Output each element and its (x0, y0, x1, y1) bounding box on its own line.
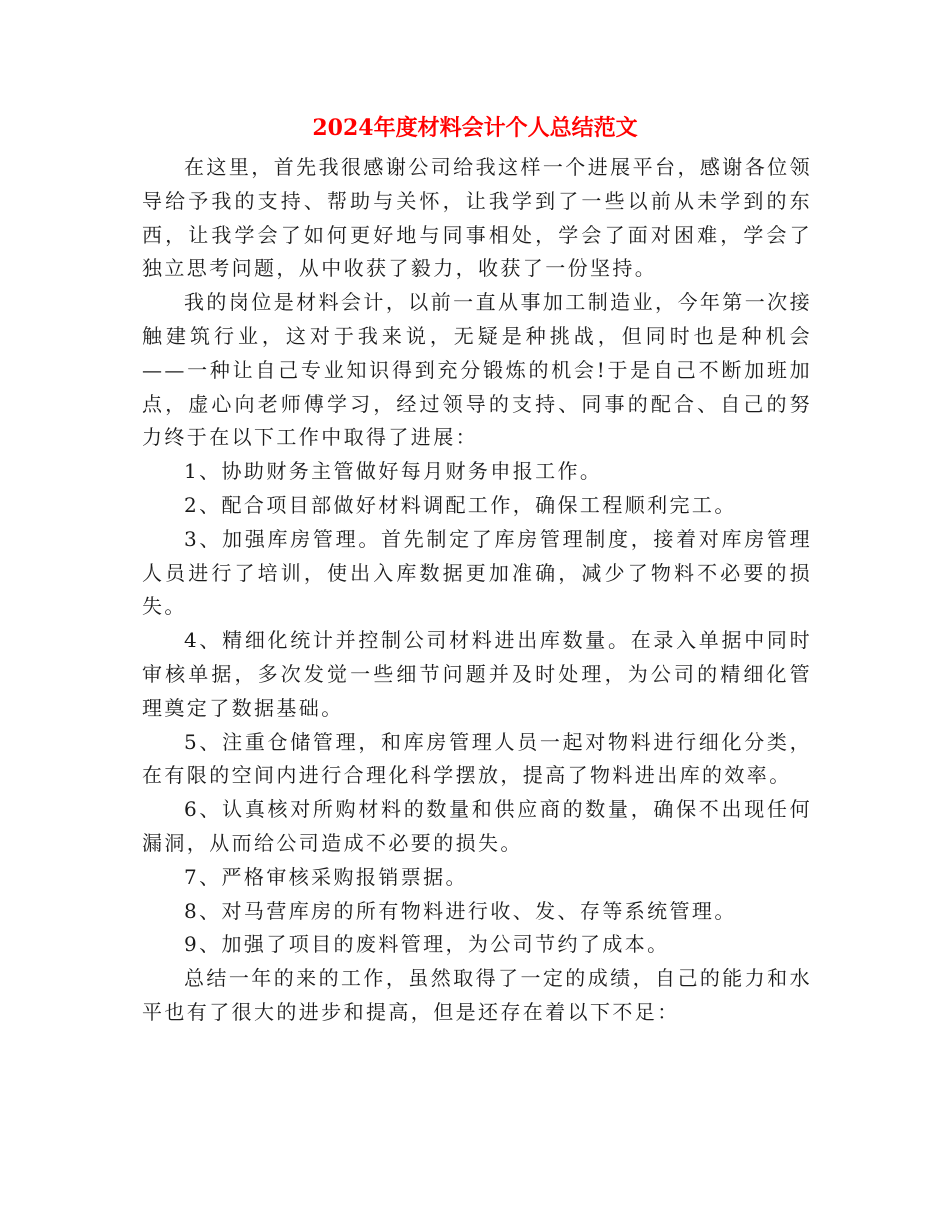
list-item-4: 4、精细化统计并控制公司材料进出库数量。在录入单据中同时审核单据，多次发觉一些细节问题并及时处理，为公司的精细化管理奠定了数据基础。 (142, 628, 812, 720)
list-item-9: 9、加强了项目的废料管理，为公司节约了成本。 (184, 932, 670, 957)
list-item-6: 6、认真核对所购材料的数量和供应商的数量，确保不出现任何漏洞，从而给公司造成不必要的损失。 (142, 797, 812, 855)
paragraph-position: 我的岗位是材料会计，以前一直从事加工制造业，今年第一次接触建筑行业，这对于我来说，无疑是种挑战，但同时也是种机会——一种让自己专业知识得到充分锻炼的机会!于是自己不断加班加点，虚心向老师傅学习，经过领导的支持、同事的配合、自己的努力终于在以下工作中取得了进展： (142, 290, 812, 450)
paragraph-intro: 在这里，首先我很感谢公司给我这样一个进展平台，感谢各位领导给予我的支持、帮助与关怀，让我学到了一些以前从未学到的东西，让我学会了如何更好地与同事相处，学会了面对困难，学会了独立思考问题，从中收获了毅力，收获了一份坚持。 (142, 155, 812, 281)
document-body (142, 151, 812, 1030)
list-item-2: 2、配合项目部做好材料调配工作，确保工程顺利完工。 (184, 492, 737, 517)
document-title: 2024年度材料会计个人总结范文 (312, 115, 638, 141)
list-item-8: 8、对马营库房的所有物料进行收、发、存等系统管理。 (184, 898, 737, 923)
list-item-5: 5、注重仓储管理，和库房管理人员一起对物料进行细化分类，在有限的空间内进行合理化科学摆放，提高了物料进出库的效率。 (142, 729, 812, 788)
paragraph-summary: 总结一年的来的工作，虽然取得了一定的成绩，自己的能力和水平也有了很大的进步和提高，但是还存在着以下不足： (142, 966, 812, 1024)
list-item-1: 1、协助财务主管做好每月财务申报工作。 (184, 459, 603, 484)
list-item-7: 7、严格审核采购报销票据。 (184, 864, 468, 889)
list-item-3: 3、加强库房管理。首先制定了库房管理制度，接着对库房管理人员进行了培训，使出入库数据更加准确，减少了物料不必要的损失。 (142, 526, 812, 619)
